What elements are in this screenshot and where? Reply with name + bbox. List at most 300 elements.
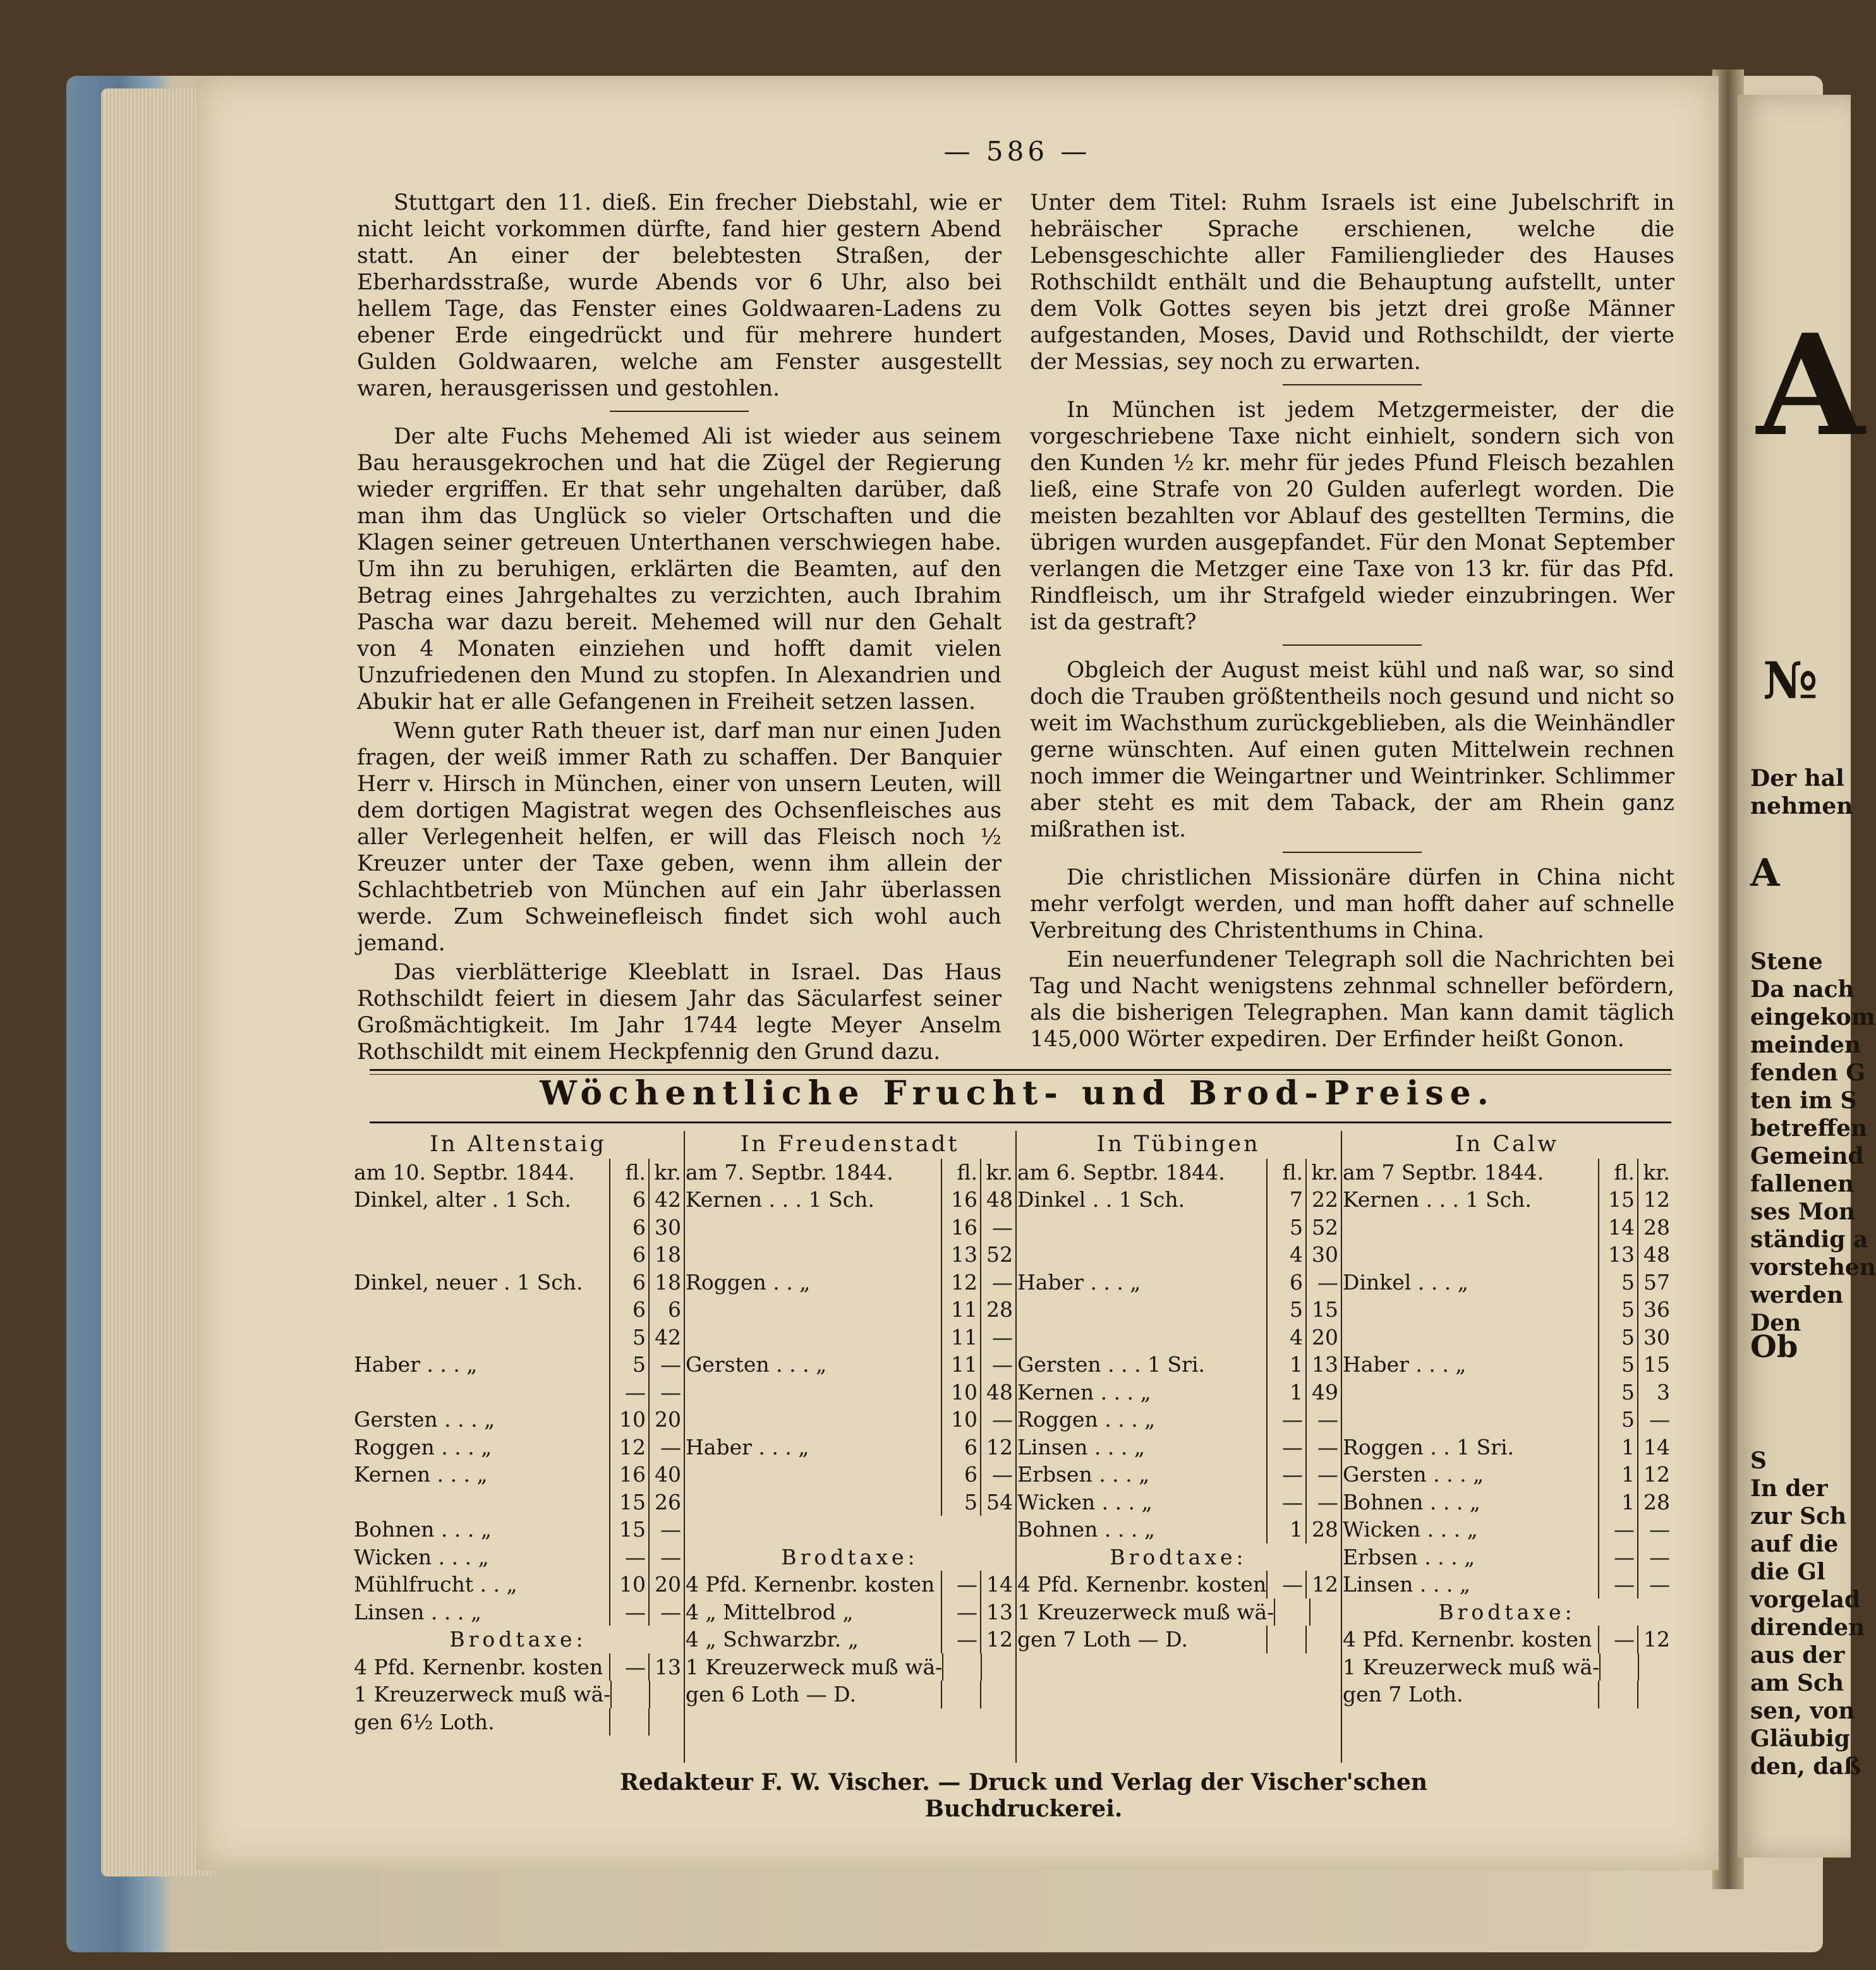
price-gulden: 10 — [609, 1406, 648, 1434]
article-muenchen: In München ist jedem Metzgermeister, der die vorgeschriebene Taxe nicht einhielt, sondern sich von den Kunden ½ kr. mehr für jedes Pfund Fleisch bezahlen ließ, eine Strafe von 20 Gulden auferlegt worden. Die meisten bezahlten vor Ablauf des gestellten Termins, die übrigen wurden ausgepfandet. Für den Monat September verlangen die Metzger eine Taxe von 13 kr. für das Pfd. Rindfleisch, um ihr Strafgeld wieder einzubringen. Wer ist da gestraft? — [1030, 397, 1674, 635]
price-kreuzer: 36 — [1637, 1296, 1671, 1324]
price-gulden: — — [1266, 1434, 1305, 1461]
price-row — [1017, 1324, 1340, 1351]
article-mehemed-ali: Der alte Fuchs Mehemed Ali ist wieder aus seinem Bau herausgekrochen und hat die Zügel der Regierung wieder ergriffen. Er that sehr ungehalten darüber, daß man ihm das Unglück so vieler Ortschaften und die Klagen seiner getreuen Unterthanen verschwiegen habe. Um ihn zu beruhigen, erklärten die Beamten, auf den Betrag eines Jahrgehaltes zu verzichten, auch Ibrahim Pascha war dazu bereit. Mehemed will nur den Gehalt von 4 Monaten einziehen und hofft damit vielen Unzufriedenen den Mund zu stopfen. In Alexandrien und Abukir hat er alle Gefangenen in Freiheit setzen lassen. — [357, 424, 1002, 715]
facing-page-line: ses Mon — [1750, 1199, 1856, 1225]
article-rath: Wenn guter Rath theuer ist, darf man nur einen Juden fragen, der weiß immer Rath zu schaffen. Der Banquier Herr v. Hirsch in München, einer von unsern Leuten, will dem dortigen Magistrat wegen des Ochsenfleisches aus aller Verlegenheit helfen, er will das Fleisch noch ½ Kreuzer unter der Taxe geben, wenn ihm allein der Schlachtbetrieb von München auf ein Jahr überlassen werde. Zum Schweinefleisch findet sich wohl auch jemand. — [357, 718, 1002, 956]
price-row — [686, 1571, 1014, 1598]
price-row — [1343, 1351, 1671, 1379]
brodtaxe-rows — [1343, 1626, 1671, 1708]
grain-label — [686, 1324, 941, 1351]
grain-label — [686, 1379, 941, 1406]
grain-label: Linsen . . . „ — [1343, 1572, 1470, 1597]
price-kreuzer: 12 — [1637, 1186, 1671, 1214]
price-kreuzer: 30 — [1305, 1241, 1340, 1269]
price-kreuzer: — — [980, 1214, 1014, 1242]
price-gulden: 10 — [609, 1571, 648, 1598]
price-kreuzer: 28 — [1637, 1214, 1671, 1242]
price-kreuzer: 42 — [648, 1324, 682, 1351]
facing-page-line: meinden — [1750, 1032, 1861, 1058]
market-date-row — [354, 1159, 682, 1187]
grain-label: Haber . . . „ — [686, 1434, 809, 1459]
price-row — [354, 1598, 682, 1626]
grain-label: Roggen . . . „ — [1017, 1407, 1156, 1432]
price-kreuzer — [981, 1653, 1014, 1681]
grain-label: Wicken . . . „ — [1017, 1489, 1153, 1514]
grain-label: Bohnen . . . „ — [1017, 1517, 1155, 1542]
page-number: — 586 — — [943, 136, 1091, 167]
price-gulden: 14 — [1598, 1214, 1637, 1242]
grain-label — [686, 1241, 941, 1269]
price-kreuzer — [1637, 1681, 1671, 1708]
price-gulden: 6 — [1266, 1269, 1305, 1296]
price-kreuzer: 20 — [648, 1406, 682, 1434]
price-row — [1017, 1379, 1340, 1406]
price-kreuzer — [1309, 1598, 1340, 1626]
price-gulden: — — [1598, 1516, 1637, 1544]
price-gulden: 6 — [941, 1461, 980, 1489]
price-row — [686, 1598, 1014, 1626]
price-gulden: 5 — [1598, 1269, 1637, 1296]
grain-label — [1343, 1214, 1598, 1242]
price-row — [354, 1324, 682, 1351]
grain-label — [1017, 1324, 1266, 1351]
facing-page-line: am Sch — [1750, 1670, 1844, 1696]
grain-label — [686, 1461, 941, 1489]
grain-label: Gersten . . . „ — [354, 1407, 495, 1432]
price-row — [1343, 1516, 1671, 1544]
price-gulden: 6 — [609, 1214, 648, 1242]
brodtaxe-rows — [686, 1571, 1014, 1708]
price-kreuzer: 30 — [648, 1214, 682, 1242]
price-kreuzer: — — [1305, 1461, 1340, 1489]
market-date-row — [1017, 1159, 1340, 1187]
facing-page-line: vorstehen — [1750, 1254, 1876, 1281]
spacer — [686, 1516, 1014, 1544]
price-gulden: 5 — [1266, 1214, 1305, 1242]
facing-page-initial: A — [1757, 303, 1865, 467]
price-row — [686, 1214, 1014, 1242]
price-gulden: — — [1598, 1544, 1637, 1571]
price-gulden — [609, 1708, 648, 1736]
price-row — [1017, 1489, 1340, 1516]
grain-label — [1343, 1296, 1598, 1324]
price-gulden: 6 — [941, 1434, 980, 1461]
market-date: am 7 Septbr. 1844. — [1343, 1159, 1544, 1185]
price-gulden: 6 — [609, 1269, 648, 1296]
price-gulden — [1598, 1681, 1637, 1708]
grain-label: Linsen . . . „ — [354, 1599, 481, 1624]
price-gulden: 5 — [1266, 1296, 1305, 1324]
price-kreuzer — [649, 1681, 682, 1708]
price-row — [686, 1653, 1014, 1681]
price-gulden: 1 — [1266, 1351, 1305, 1379]
article-separator — [610, 411, 749, 412]
price-kreuzer: — — [1637, 1516, 1671, 1544]
price-kreuzer: — — [1637, 1544, 1671, 1571]
price-row — [686, 1186, 1014, 1214]
grain-label: Dinkel . . 1 Sch. — [1017, 1187, 1185, 1212]
price-kreuzer: 20 — [1305, 1324, 1340, 1351]
article-separator — [1283, 852, 1422, 853]
price-row — [354, 1269, 682, 1296]
price-row — [686, 1461, 1014, 1489]
price-row — [354, 1708, 682, 1736]
article-august: Obgleich der August meist kühl und naß war, so sind doch die Trauben größtentheils noch gesund und nicht so weit im Wachsthum zurückgeblieben, als die Weinhändler gerne wünschten. Auf einen guten Mittelwein rechnen noch immer die Weingartner und Weintrinker. Schlimmer aber steht es mit dem Taback, der am Rhein ganz mißrathen ist. — [1030, 658, 1674, 842]
price-row — [354, 1516, 682, 1544]
price-row — [1343, 1571, 1671, 1598]
price-kreuzer: — — [980, 1351, 1014, 1379]
price-row — [1017, 1269, 1340, 1296]
price-row — [1017, 1571, 1340, 1598]
grain-label — [1343, 1324, 1598, 1351]
left-text-column — [357, 190, 1002, 1068]
price-row — [1343, 1489, 1671, 1516]
grain-label: 4 Pfd. Kernenbr. kosten — [354, 1654, 603, 1679]
facing-page — [1738, 95, 1876, 1858]
facing-page-number-mark: № — [1763, 651, 1818, 710]
price-gulden: 15 — [609, 1516, 648, 1544]
price-row — [354, 1379, 682, 1406]
price-gulden: — — [609, 1544, 648, 1571]
price-kreuzer: 13 — [648, 1653, 682, 1681]
facing-page-lines-top — [1750, 764, 1853, 820]
grain-label: 1 Kreuzerweck muß wä- — [1343, 1654, 1600, 1679]
article-separator — [1283, 384, 1422, 385]
price-row — [686, 1269, 1014, 1296]
grain-label: 1 Kreuzerweck muß wä- — [1017, 1599, 1274, 1624]
facing-page-line: Gemeind — [1750, 1143, 1864, 1169]
price-kreuzer: 15 — [1637, 1351, 1671, 1379]
fl-header: fl. — [609, 1159, 648, 1187]
facing-page-line: betreffen — [1750, 1115, 1868, 1142]
price-rows — [1343, 1186, 1671, 1598]
price-gulden: 1 — [1598, 1434, 1637, 1461]
article-missionare: Die christlichen Missionäre dürfen in China nicht mehr verfolgt werden, und man hofft daher auf schnelle Verbreitung des Christenthums in China. — [1030, 865, 1674, 943]
price-row — [686, 1351, 1014, 1379]
grain-label: Kernen . . . 1 Sch. — [686, 1187, 874, 1212]
fl-header: fl. — [1598, 1159, 1637, 1187]
kr-header: kr. — [980, 1159, 1014, 1187]
price-kreuzer: — — [648, 1434, 682, 1461]
grain-label — [1017, 1241, 1266, 1269]
grain-label — [1343, 1241, 1598, 1269]
price-kreuzer: 48 — [980, 1186, 1014, 1214]
grain-label: 4 „ Schwarzbr. „ — [686, 1627, 859, 1652]
price-kreuzer — [1638, 1653, 1671, 1681]
kr-header: kr. — [1637, 1159, 1671, 1187]
facing-page-lines-bottom — [1750, 1447, 1865, 1780]
grain-label: 1 Kreuzerweck muß wä- — [686, 1654, 943, 1679]
price-kreuzer: — — [1305, 1489, 1340, 1516]
price-gulden: 5 — [941, 1489, 980, 1516]
price-gulden — [610, 1681, 649, 1708]
price-gulden: — — [609, 1653, 648, 1681]
price-kreuzer: — — [648, 1379, 682, 1406]
price-gulden: 11 — [941, 1296, 980, 1324]
brodtaxe-rows — [354, 1653, 682, 1736]
price-gulden: 4 — [1266, 1241, 1305, 1269]
grain-label: Mühlfrucht . . „ — [354, 1572, 517, 1597]
price-gulden: 15 — [1598, 1186, 1637, 1214]
grain-label: Erbsen . . . „ — [1017, 1462, 1150, 1487]
grain-label — [1017, 1214, 1266, 1242]
price-kreuzer: 42 — [648, 1186, 682, 1214]
market-date: am 6. Septbr. 1844. — [1017, 1159, 1225, 1185]
facing-page-line: ständig a — [1750, 1226, 1868, 1253]
price-gulden: — — [1266, 1406, 1305, 1434]
price-gulden: 5 — [1598, 1406, 1637, 1434]
price-kreuzer: 28 — [980, 1296, 1014, 1324]
grain-label: Dinkel . . . „ — [1343, 1269, 1468, 1295]
price-gulden: 12 — [609, 1434, 648, 1461]
article-separator — [1283, 644, 1422, 646]
price-kreuzer: — — [648, 1351, 682, 1379]
grain-label: Gersten . . . „ — [1343, 1462, 1484, 1487]
price-gulden: 5 — [1598, 1351, 1637, 1379]
article-kleeblatt: Das vierblätterige Kleeblatt in Israel. Das Haus Rothschildt feiert in diesem Jahr das Säcularfest seiner Großmächtigkeit. Im Jahr 1744 legte Meyer Anselm Rothschildt mit einem Heckpfennig den Grund dazu. — [357, 960, 1002, 1065]
price-rows — [1017, 1186, 1340, 1544]
grain-label: Erbsen . . . „ — [1343, 1544, 1475, 1569]
grain-label: Wicken . . . „ — [1343, 1517, 1478, 1542]
grain-label: Bohnen . . . „ — [1343, 1489, 1480, 1514]
market-divider — [1015, 1131, 1017, 1763]
table-title-rule — [370, 1121, 1671, 1123]
grain-label: gen 6½ Loth. — [354, 1709, 495, 1734]
price-kreuzer: 20 — [648, 1571, 682, 1598]
price-kreuzer: 12 — [980, 1434, 1014, 1461]
grain-label: Kernen . . . „ — [1017, 1379, 1151, 1405]
price-kreuzer: 54 — [980, 1489, 1014, 1516]
price-row — [1017, 1434, 1340, 1461]
grain-label — [1017, 1296, 1266, 1324]
price-row — [1017, 1626, 1340, 1653]
brodtaxe-title: Brodtaxe: — [1438, 1599, 1576, 1624]
price-row — [1343, 1461, 1671, 1489]
price-kreuzer: 48 — [980, 1379, 1014, 1406]
price-kreuzer: 13 — [1305, 1351, 1340, 1379]
price-gulden: 5 — [609, 1351, 648, 1379]
market-tuebingen — [1017, 1131, 1340, 1653]
facing-page-line: den, daß — [1750, 1753, 1861, 1780]
article-ruhm-israels: Unter dem Titel: Ruhm Israels ist eine Jubelschrift in hebräischer Sprache erschienen, welche die Lebensgeschichte aller Familienglieder des Hauses Rothschildt enthält und die Behauptung aufstellt, unter dem Volk Gottes seyen bis jetzt drei große Männer aufgestanden, Moses, David und Rothschildt, der vierte der Messias, sey noch zu erwarten. — [1030, 190, 1674, 375]
grain-label: 4 Pfd. Kernenbr. kosten — [1017, 1572, 1267, 1597]
market-altenstaig — [354, 1131, 682, 1736]
facing-page-line: sen, von — [1750, 1698, 1855, 1724]
price-gulden: 13 — [1598, 1241, 1637, 1269]
fl-header: fl. — [1266, 1159, 1305, 1187]
facing-page-line: auf die — [1750, 1531, 1839, 1557]
grain-label: Haber . . . „ — [1343, 1352, 1467, 1377]
price-gulden: 5 — [1598, 1324, 1637, 1351]
price-row — [686, 1681, 1014, 1708]
price-row — [686, 1379, 1014, 1406]
price-kreuzer: — — [980, 1269, 1014, 1296]
market-date: am 7. Septbr. 1844. — [686, 1159, 893, 1185]
facing-page-line: eingekom — [1750, 1004, 1875, 1030]
grain-label: 4 Pfd. Kernenbr. kosten — [686, 1572, 935, 1597]
price-row — [686, 1241, 1014, 1269]
brodtaxe-rows — [1017, 1571, 1340, 1653]
price-gulden: 16 — [941, 1214, 980, 1242]
price-kreuzer: 13 — [980, 1598, 1014, 1626]
price-row — [1017, 1296, 1340, 1324]
grain-label — [354, 1241, 609, 1269]
facing-page-line: Da nach — [1750, 976, 1855, 1003]
price-row — [354, 1406, 682, 1434]
price-kreuzer: — — [648, 1544, 682, 1571]
facing-page-heading2: Ob — [1750, 1329, 1798, 1365]
price-row — [1343, 1269, 1671, 1296]
price-gulden: 1 — [1598, 1461, 1637, 1489]
price-gulden: — — [1266, 1461, 1305, 1489]
price-kreuzer: 28 — [1305, 1516, 1340, 1544]
price-kreuzer: 57 — [1637, 1269, 1671, 1296]
price-gulden: 5 — [609, 1324, 648, 1351]
grain-label — [1343, 1379, 1598, 1406]
imprint-footer: Redakteur F. W. Vischer. — Druck und Verlag der Vischer'schen Buchdruckerei. — [619, 1769, 1428, 1822]
facing-page-line: S — [1750, 1447, 1767, 1474]
price-row — [354, 1296, 682, 1324]
price-kreuzer: 18 — [648, 1269, 682, 1296]
right-text-column — [1030, 190, 1674, 1055]
price-row — [354, 1214, 682, 1242]
facing-page-line: werden — [1750, 1282, 1844, 1308]
price-kreuzer: 12 — [1637, 1626, 1671, 1653]
price-row — [1017, 1214, 1340, 1242]
grain-label: 4 Pfd. Kernenbr. kosten — [1343, 1627, 1592, 1652]
price-kreuzer: 12 — [1637, 1461, 1671, 1489]
price-gulden: 11 — [941, 1351, 980, 1379]
price-gulden: 15 — [609, 1489, 648, 1516]
price-gulden: — — [1598, 1626, 1637, 1653]
grain-label — [354, 1324, 609, 1351]
price-gulden: — — [1598, 1571, 1637, 1598]
price-kreuzer: — — [980, 1461, 1014, 1489]
price-gulden: 10 — [941, 1379, 980, 1406]
price-row — [1343, 1296, 1671, 1324]
facing-page-line: Der hal — [1750, 765, 1844, 792]
price-row — [686, 1296, 1014, 1324]
price-row — [354, 1681, 682, 1708]
price-kreuzer: 22 — [1305, 1186, 1340, 1214]
price-gulden: 5 — [1598, 1379, 1637, 1406]
grain-label: Gersten . . . „ — [686, 1352, 827, 1377]
price-row — [1017, 1598, 1340, 1626]
fl-header: fl. — [941, 1159, 980, 1187]
price-gulden: 16 — [609, 1461, 648, 1489]
grain-label: Haber . . . „ — [1017, 1269, 1141, 1295]
price-row — [1343, 1379, 1671, 1406]
price-kreuzer: 15 — [1305, 1296, 1340, 1324]
price-row — [686, 1626, 1014, 1653]
price-kreuzer: 52 — [1305, 1214, 1340, 1242]
price-row — [1343, 1324, 1671, 1351]
price-row — [1017, 1461, 1340, 1489]
price-row — [1343, 1214, 1671, 1242]
grain-label — [354, 1379, 609, 1406]
market-divider — [684, 1131, 685, 1763]
price-gulden: — — [1266, 1571, 1305, 1598]
article-stuttgart: Stuttgart den 11. dieß. Ein frecher Diebstahl, wie er nicht leicht vorkommen dürfte, fand hier gestern Abend statt. An einer der belebtesten Straßen, der Eberhardsstraße, wurde Abends vor 6 Uhr, also bei hellem Tage, das Fenster eines Goldwaaren-Ladens zu ebener Erde eingedrückt und für mehrere hundert Gulden Goldwaaren, welche am Fenster ausgestellt waren, herausgerissen und gestohlen. — [357, 190, 1002, 401]
price-gulden: 5 — [1598, 1296, 1637, 1324]
price-gulden: — — [609, 1598, 648, 1626]
brodtaxe-title: Brodtaxe: — [781, 1544, 919, 1569]
price-gulden — [1274, 1598, 1309, 1626]
table-top-rule — [370, 1069, 1671, 1071]
market-date-row — [1343, 1159, 1671, 1187]
price-row — [1343, 1406, 1671, 1434]
grain-label — [1343, 1406, 1598, 1434]
price-kreuzer — [1305, 1626, 1340, 1653]
grain-label: Gersten . . . 1 Sri. — [1017, 1352, 1205, 1377]
price-gulden — [1599, 1653, 1638, 1681]
price-gulden: 1 — [1266, 1379, 1305, 1406]
facing-page-line: vorgelad — [1750, 1586, 1861, 1613]
price-row — [354, 1241, 682, 1269]
grain-label: Wicken . . . „ — [354, 1544, 489, 1569]
price-gulden: 6 — [609, 1186, 648, 1214]
price-gulden — [1266, 1626, 1305, 1653]
price-row — [686, 1406, 1014, 1434]
price-rows — [686, 1186, 1014, 1516]
price-kreuzer: 30 — [1637, 1324, 1671, 1351]
facing-page-line: fenden G — [1750, 1060, 1866, 1086]
grain-label: Dinkel, alter . 1 Sch. — [354, 1187, 571, 1212]
grain-label — [686, 1296, 941, 1324]
price-gulden: — — [941, 1571, 980, 1598]
price-row — [1017, 1186, 1340, 1214]
price-row — [354, 1434, 682, 1461]
grain-label: Roggen . . 1 Sri. — [1343, 1434, 1515, 1459]
price-kreuzer: 26 — [648, 1489, 682, 1516]
price-row — [354, 1461, 682, 1489]
price-gulden: 1 — [1598, 1489, 1637, 1516]
price-gulden: — — [609, 1379, 648, 1406]
market-freudenstadt — [686, 1131, 1014, 1708]
facing-page-line: fallenen — [1750, 1171, 1855, 1197]
price-gulden: 13 — [941, 1241, 980, 1269]
price-kreuzer: 40 — [648, 1461, 682, 1489]
price-kreuzer: — — [1637, 1406, 1671, 1434]
grain-label: Linsen . . . „ — [1017, 1434, 1145, 1459]
price-gulden — [941, 1681, 980, 1708]
brodtaxe-title: Brodtaxe: — [449, 1627, 587, 1652]
price-row — [354, 1571, 682, 1598]
price-gulden: 11 — [941, 1324, 980, 1351]
price-kreuzer: 14 — [1637, 1434, 1671, 1461]
price-gulden: 16 — [941, 1186, 980, 1214]
grain-label — [354, 1214, 609, 1242]
market-place: In Calw — [1455, 1132, 1559, 1157]
price-row — [1343, 1434, 1671, 1461]
price-row — [1017, 1406, 1340, 1434]
brodtaxe-title: Brodtaxe: — [1110, 1544, 1247, 1569]
price-row — [354, 1351, 682, 1379]
price-row — [354, 1653, 682, 1681]
price-row — [1017, 1351, 1340, 1379]
price-gulden: 1 — [1266, 1516, 1305, 1544]
price-kreuzer: — — [1637, 1571, 1671, 1598]
market-calw — [1343, 1131, 1671, 1708]
kr-header: kr. — [648, 1159, 682, 1187]
price-row — [354, 1186, 682, 1214]
grain-label: Haber . . . „ — [354, 1352, 478, 1377]
grain-label: gen 6 Loth — D. — [686, 1682, 856, 1707]
facing-page-line: aus der — [1750, 1642, 1845, 1669]
grain-label: Roggen . . „ — [686, 1269, 811, 1295]
grain-label: Dinkel, neuer . 1 Sch. — [354, 1269, 583, 1295]
